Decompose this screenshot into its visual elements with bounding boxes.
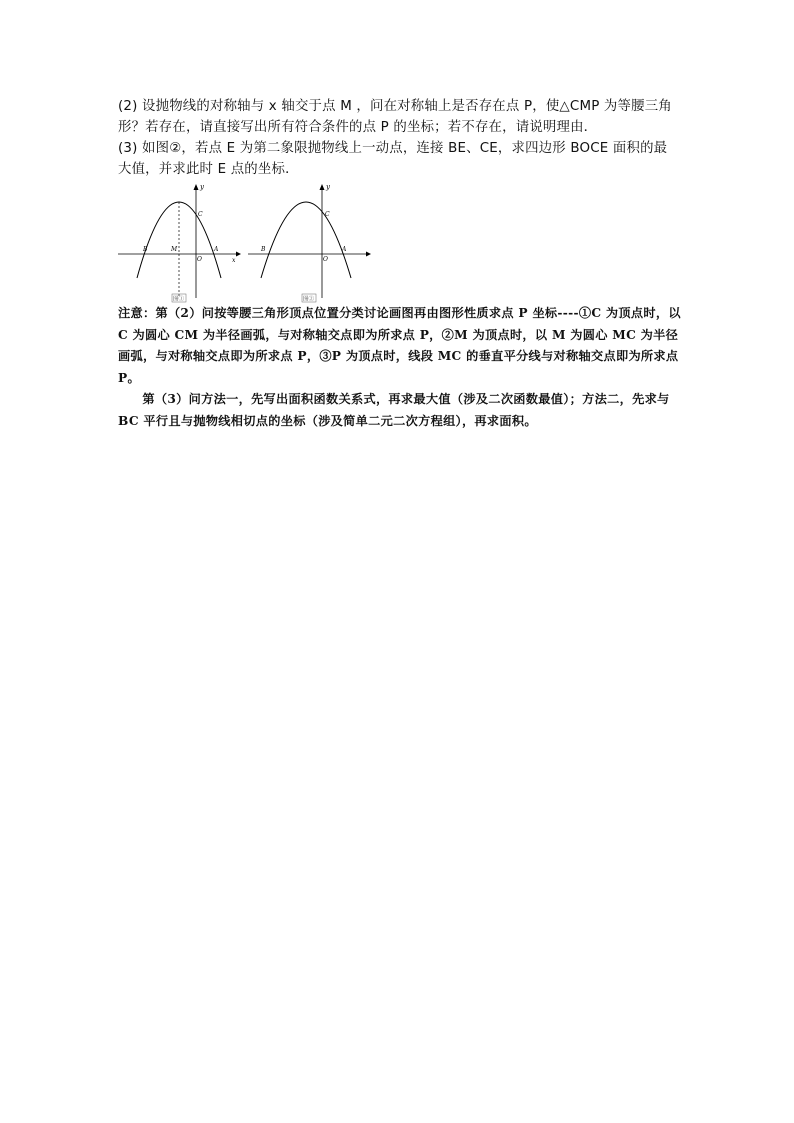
- label-B: B: [261, 246, 266, 253]
- label-M: M: [171, 246, 178, 253]
- label-C: C: [198, 211, 203, 218]
- x-axis-arrow: [236, 252, 241, 257]
- label-B: B: [143, 246, 148, 253]
- label-C: C: [325, 211, 330, 218]
- note-part-2: 注意：第（2）问按等腰三角形顶点位置分类讨论画图再由图形性质求点 P 坐标----①C 为顶点时，以 C 为圆心 CM 为半径画弧，与对称轴交点即为所求点 P，②M 为顶点时，以 M 为圆心 MC 为半径画弧，与对称轴交点即为所求点 P，③P 为顶点时，线段 MC 的垂直平分线与对称轴交点即为所求点 P。: [118, 306, 681, 385]
- caption-figure-2: 图②: [303, 296, 315, 303]
- label-y: y: [200, 183, 204, 191]
- label-x: x: [232, 257, 236, 264]
- x-axis-arrow: [366, 252, 371, 257]
- figure-1: [116, 180, 241, 304]
- y-axis-arrow: [194, 184, 199, 190]
- question-part-3: (3) 如图②，若点 E 为第二象限抛物线上一动点，连接 BE、CE，求四边形 BOCE 面积的最大值，并求此时 E 点的坐标．: [118, 141, 668, 177]
- figure-2: [246, 180, 374, 304]
- y-axis-arrow: [320, 184, 325, 190]
- label-y: y: [326, 183, 330, 191]
- label-A: A: [214, 246, 219, 253]
- caption-figure-1: 图①: [173, 296, 185, 303]
- label-O: O: [323, 256, 328, 263]
- parabola: [261, 202, 351, 278]
- label-O: O: [197, 256, 202, 263]
- note-part-3: 第（3）问方法一，先写出面积函数关系式，再求最大值（涉及二次函数最值）；方法二，先求与 BC 平行且与抛物线相切点的坐标（涉及简单二元二次方程组），再求面积。: [118, 392, 670, 428]
- question-part-2: (2) 设抛物线的对称轴与 x 轴交于点 M ，问在对称轴上是否存在点 P，使△CMP 为等腰三角形？若存在，请直接写出所有符合条件的点 P 的坐标；若不存在，请说明理由．: [118, 99, 672, 135]
- label-A: A: [342, 246, 347, 253]
